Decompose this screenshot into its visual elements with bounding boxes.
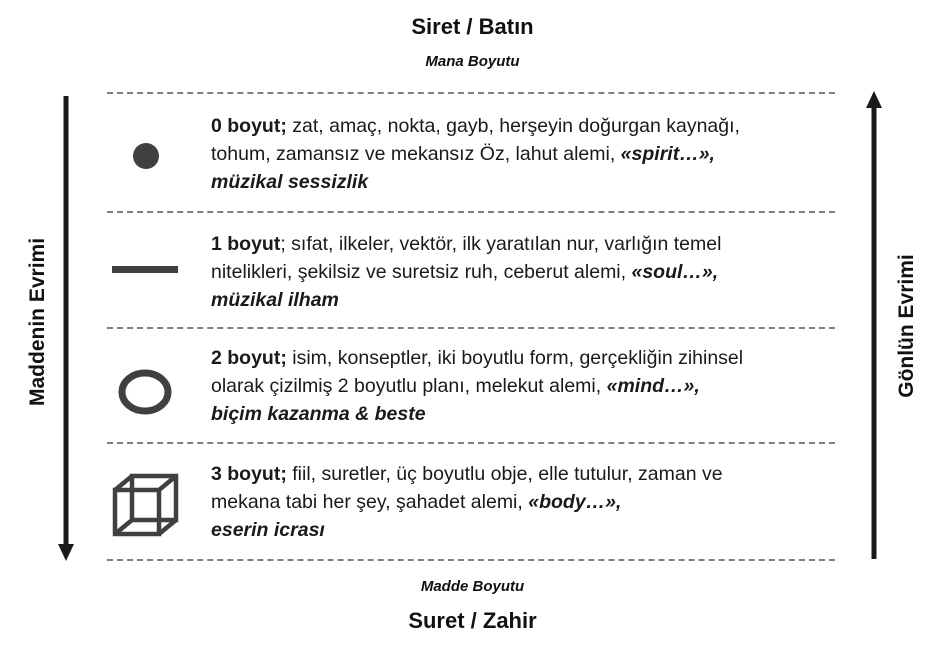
top-subtitle: Mana Boyutu xyxy=(425,53,520,70)
right-axis-label: Gönlün Evrimi xyxy=(895,254,918,398)
bottom-subtitle: Madde Boyutu xyxy=(420,578,525,595)
row-3-line1: fiil, suretler, üç boyutlu obje, elle tutulur, zaman ve xyxy=(286,463,723,485)
cube-icon xyxy=(110,472,182,540)
left-axis-label: Maddenin Evrimi xyxy=(26,237,49,406)
row-2-text xyxy=(211,344,811,428)
row-1-text xyxy=(211,230,811,314)
dot-icon xyxy=(130,140,162,172)
row-0-line1: zat, amaç, nokta, gayb, herşeyin doğurgan kaynağı, xyxy=(286,115,740,137)
row-0-line2: tohum, zamansız ve mekansız Öz, lahut alemi, xyxy=(211,143,621,165)
bottom-title: Suret / Zahir xyxy=(408,608,537,633)
row-2-lead: 2 boyut; xyxy=(211,347,287,369)
top-title: Siret / Batın xyxy=(411,14,534,39)
row-0-lead: 0 boyut; xyxy=(211,115,287,137)
row-3-lead: 3 boyut; xyxy=(211,463,287,485)
row-3-line3: eserin icrası xyxy=(211,519,325,541)
row-3-text xyxy=(211,460,811,544)
circle-icon xyxy=(116,366,174,418)
row-1-tag: «soul…», xyxy=(631,261,719,283)
row-1-line3: müzikal ilham xyxy=(211,289,339,311)
row-2-tag: «mind…», xyxy=(606,375,700,397)
row-2-line3: biçim kazanma & beste xyxy=(211,403,426,425)
row-1-line2: nitelikleri, şekilsiz ve suretsiz ruh, ceberut alemi, xyxy=(211,261,632,283)
line-icon xyxy=(112,264,180,276)
row-3-tag: «body…», xyxy=(528,491,622,513)
row-1-lead: 1 boyut xyxy=(211,233,281,255)
row-2-line2: olarak çizilmiş 2 boyutlu planı, melekut alemi, xyxy=(211,375,607,397)
down-arrow-icon xyxy=(58,96,74,561)
row-0-tag: «spirit…», xyxy=(620,143,715,165)
row-1-line1: ; sıfat, ilkeler, vektör, ilk yaratılan nur, varlığın temel xyxy=(280,233,722,255)
row-0-line3: müzikal sessizlik xyxy=(211,171,369,193)
row-3-line2: mekana tabi her şey, şahadet alemi, xyxy=(211,491,529,513)
row-2-line1: isim, konseptler, iki boyutlu form, gerçekliğin zihinsel xyxy=(286,347,744,369)
up-arrow-icon xyxy=(866,91,882,559)
row-0-text xyxy=(211,112,811,196)
